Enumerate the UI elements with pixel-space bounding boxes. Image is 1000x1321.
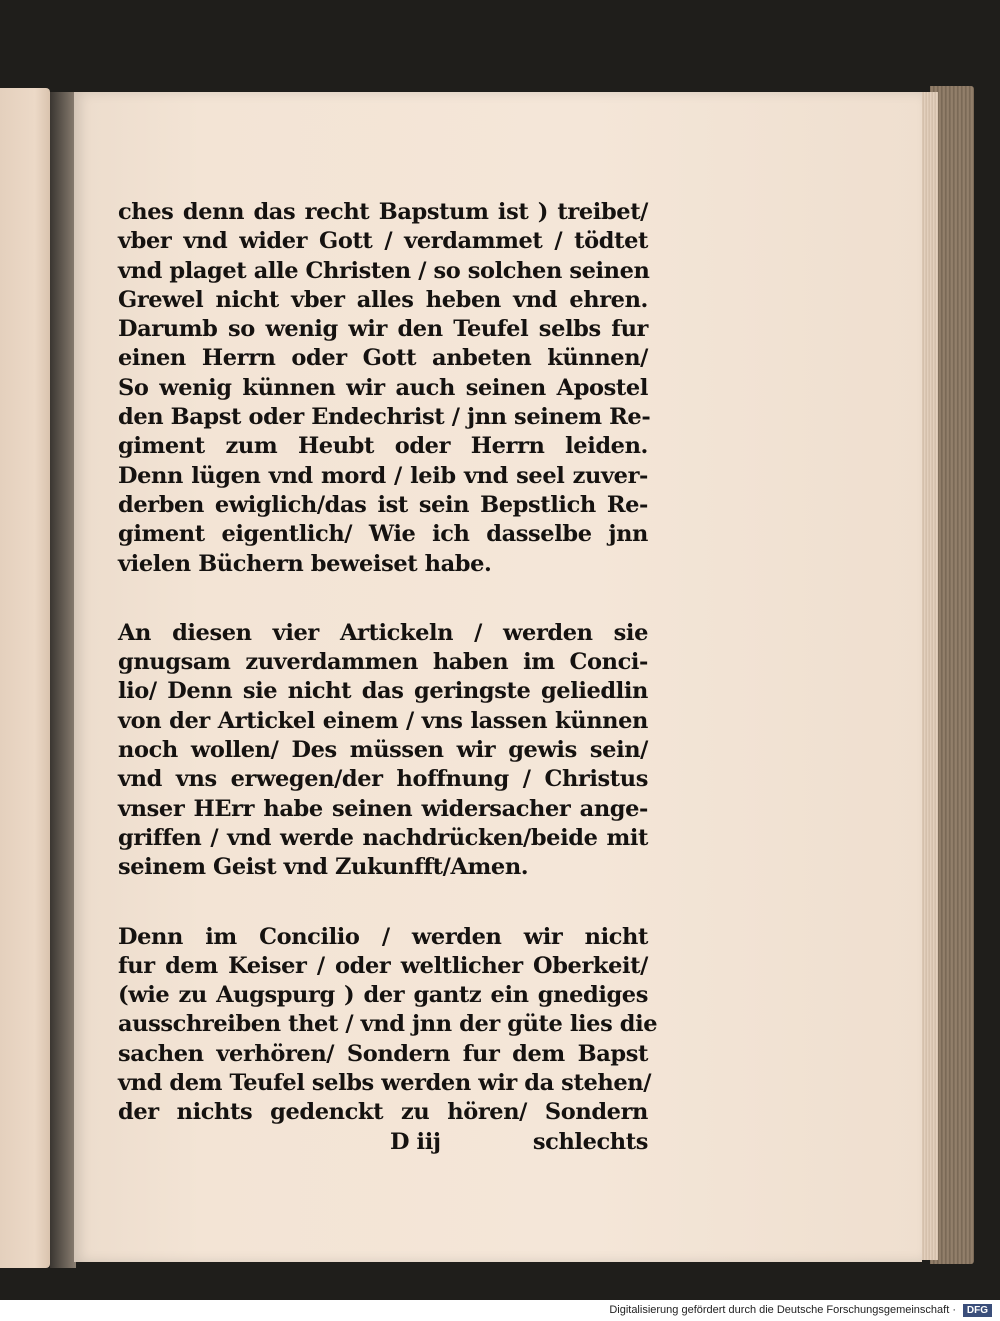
paragraph <box>118 923 658 1128</box>
paragraph-gap <box>118 883 648 923</box>
paragraph <box>118 198 651 579</box>
text-line: lio/ Denn sie nicht das geringste geliedlin <box>118 678 648 705</box>
page-text <box>118 198 658 1157</box>
text-line: griffen / vnd werde nachdrücken/beide mit <box>118 824 648 851</box>
text-line: ches denn das recht Bapstum ist ) treibet/ <box>118 199 648 225</box>
text-line: Grewel nicht vber alles heben vnd ehren. <box>118 286 648 313</box>
text-line: einen Herrn oder Gott anbeten künnen/ <box>118 345 648 372</box>
text-line: von der Artickel einem / vns lassen künnen <box>118 707 648 734</box>
text-line: giment eigentlich/ Wie ich dasselbe jnn <box>118 521 648 548</box>
text-line: Denn im Concilio / werden wir nicht <box>118 923 648 950</box>
signature-mark: D iij <box>390 1128 441 1155</box>
text-line: noch wollen/ Des müssen wir gewis sein/ <box>118 737 648 764</box>
facing-page-edge <box>0 88 50 1268</box>
text-line: vielen Büchern beweiset habe. <box>118 550 492 577</box>
text-line: vnd plaget alle Christen / so solchen seinen <box>118 257 650 284</box>
paragraph <box>118 619 648 883</box>
text-line: gnugsam zuverdammen haben im Conci- <box>118 649 648 676</box>
digitization-footer <box>0 1300 1000 1321</box>
page-foot <box>118 1128 648 1157</box>
text-line: An diesen vier Artickeln / werden sie <box>118 619 648 646</box>
text-line: Darumb so wenig wir den Teufel selbs fur <box>118 316 648 343</box>
text-line: seinem Geist vnd Zukunfft/Amen. <box>118 854 529 881</box>
text-line: vnd dem Teufel selbs werden wir da stehen/ <box>118 1070 652 1097</box>
text-line: den Bapst oder Endechrist / jnn seinem Re- <box>118 404 651 431</box>
text-line: (wie zu Augspurg ) der gantz ein gnediges <box>118 982 648 1009</box>
gutter-shadow <box>50 92 76 1268</box>
dfg-logo: DFG <box>963 1304 992 1317</box>
text-line: giment zum Heubt oder Herrn leiden. <box>118 433 648 460</box>
text-line: derben ewiglich/das ist sein Bepstlich Re- <box>118 491 648 518</box>
text-line: vnd vns erwegen/der hoffnung / Christus <box>118 766 648 793</box>
text-line: vnser HErr habe seinen widersacher ange- <box>118 795 648 822</box>
paragraph-gap <box>118 579 648 619</box>
text-line: vber vnd wider Gott / verdammet / tödtet <box>118 228 648 255</box>
text-line: ausschreiben thet / vnd jnn der güte lies die <box>118 1011 658 1038</box>
dfg-credit-text: Digitalisierung gefördert durch die Deutsche Forschungsgemeinschaft · <box>609 1304 956 1316</box>
paragraph-container <box>118 198 658 1128</box>
text-line: So wenig künnen wir auch seinen Apostel <box>118 374 648 401</box>
catchword: schlechts <box>532 1128 648 1155</box>
text-line: Denn lügen vnd mord / leib vnd seel zuver- <box>118 462 648 489</box>
text-line: fur dem Keiser / oder weltlicher Oberkeit/ <box>118 952 648 979</box>
text-line: sachen verhören/ Sondern fur dem Bapst <box>118 1040 648 1067</box>
text-line: der nichts gedenckt zu hören/ Sondern <box>118 1099 648 1126</box>
